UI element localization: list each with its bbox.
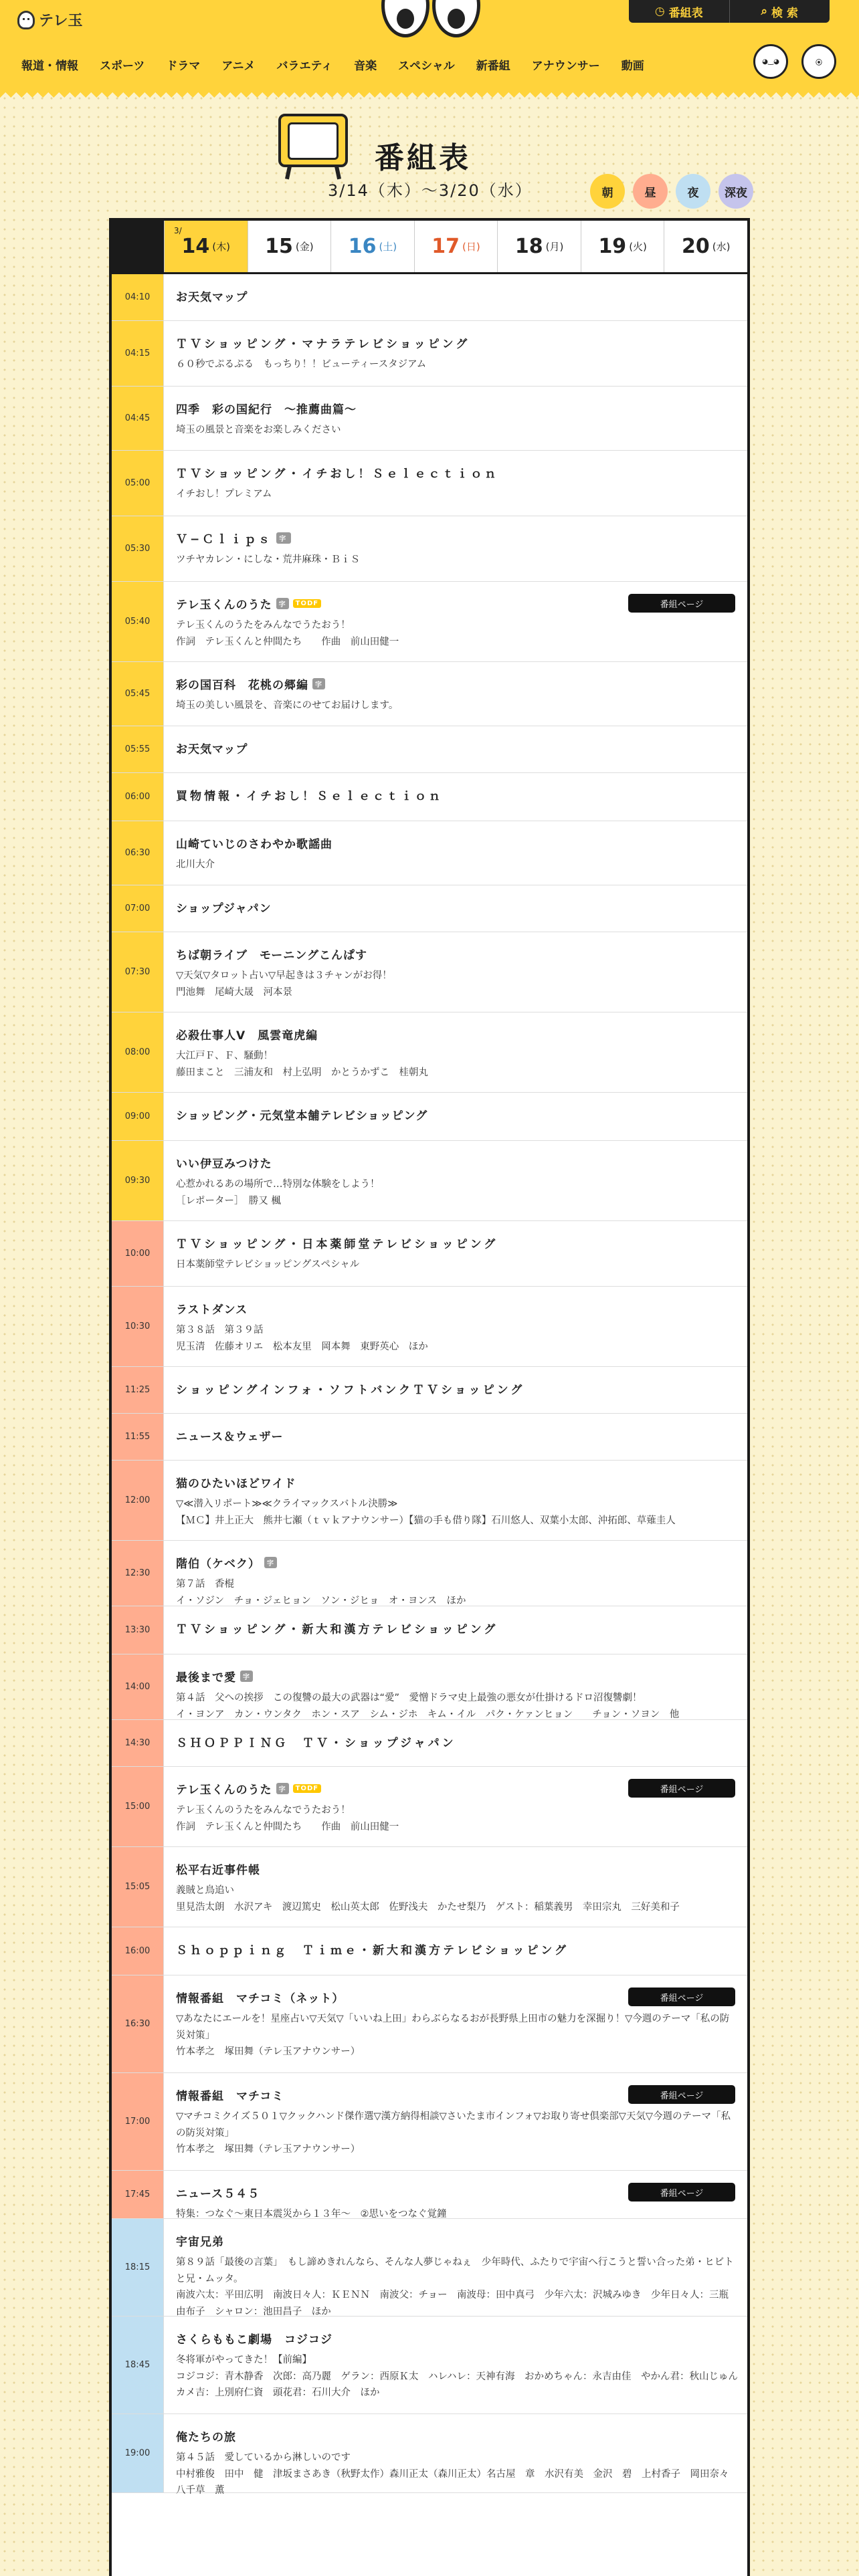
program-body — [164, 1767, 747, 1846]
day-tab-20[interactable] — [664, 221, 747, 272]
program-title[interactable]: お天気マップ — [176, 743, 248, 756]
program-title-row — [176, 1733, 738, 1750]
nav-music[interactable]: 音楽 — [354, 59, 377, 73]
day-tab-17[interactable] — [414, 221, 498, 272]
program-time: 05:00 — [112, 451, 164, 516]
program-time: 09:00 — [112, 1093, 164, 1140]
program-title-row — [176, 2428, 738, 2444]
program-time: 12:30 — [112, 1541, 164, 1606]
program-body — [164, 1975, 747, 2072]
day-month: 3/ — [174, 226, 182, 235]
program-description: ▽あなたにエールを！星座占い▽天気▽「いいね上田」わらぶらなるおが長野県上田市の魅力を深掘り！▽今週のテーマ「私の防災対策」 竹本孝之 塚田舞（テレ玉アナウンサー） — [176, 2014, 730, 2058]
program-description: テレ玉くんのうたをみんなでうたおう！ 作詞 テレ玉くんと仲間たち 作曲 前山田健一 — [176, 620, 399, 647]
program-title[interactable]: ショップジャパン — [176, 902, 272, 916]
program-body — [164, 516, 747, 581]
program-page-button[interactable]: 番組ページ — [628, 2183, 735, 2202]
program-title[interactable]: お天気マップ — [176, 291, 248, 304]
program-body — [164, 1141, 747, 1220]
day-number: 18 — [514, 235, 543, 258]
program-time: 14:00 — [112, 1654, 164, 1719]
program-time: 05:55 — [112, 726, 164, 772]
program-time: 11:55 — [112, 1414, 164, 1460]
day-tab-19[interactable] — [581, 221, 664, 272]
program-title[interactable]: 情報番組 マチコミ（ネット） — [176, 1992, 345, 2006]
program-body — [164, 1287, 747, 1366]
program-row[interactable] — [112, 932, 747, 1012]
day-tabs — [112, 221, 747, 274]
top-utility-bar — [629, 0, 830, 23]
program-title-row — [176, 740, 738, 756]
program-row[interactable] — [112, 387, 747, 451]
program-body — [164, 932, 747, 1012]
program-row[interactable] — [112, 582, 747, 662]
day-dow: (土) — [379, 241, 397, 253]
program-title[interactable]: ＴＶショッピング・日本薬師堂テレビショッピング — [176, 1238, 498, 1251]
program-title-row — [176, 288, 738, 304]
program-title[interactable]: ショッピング・元気堂本舗テレビショッピング — [176, 1109, 428, 1123]
program-row[interactable] — [112, 662, 747, 726]
search-icon: ⌕ — [761, 5, 768, 18]
site-logo[interactable] — [17, 9, 83, 30]
program-description: 義賊と鳥追い 里見浩太朗 水沢アキ 渡辺篤史 松山英太郎 佐野浅夫 かたせ梨乃 ゲスト：稲葉義男 幸田宗丸 三好美和子 — [176, 1885, 680, 1913]
program-body — [164, 885, 747, 932]
program-title-row — [176, 1154, 738, 1171]
program-title-row — [176, 946, 738, 962]
program-description: 第３８話 第３９話 児玉清 佐藤オリエ 松本友里 岡本舞 東野英心 ほか — [176, 1325, 428, 1352]
schedule-table — [109, 218, 750, 2576]
program-title[interactable]: ニュース＆ウェザー — [176, 1430, 284, 1444]
program-title-row — [176, 675, 738, 692]
program-body — [164, 1367, 747, 1413]
nav-variety[interactable]: バラエティ — [276, 59, 333, 73]
day-number: 16 — [348, 235, 377, 258]
program-row[interactable] — [112, 321, 747, 387]
program-description: 冬将軍がやってきた！【前編】 コジコジ：青木静香 次郎：高乃麗 ゲラン：西原Ｋ太 ハレハレ：天神有海 おかめちゃん：永吉由佳 やかん君：秋山じゅん カメ吉：上別府仁資 頭花君：石川大介 ほか — [176, 2355, 738, 2399]
hunter-link-icon[interactable]: ⦿ — [801, 44, 836, 79]
program-body — [164, 2171, 747, 2218]
page-title: 番組表 — [375, 141, 471, 175]
program-time: 04:10 — [112, 274, 164, 320]
program-row[interactable] — [112, 2317, 747, 2414]
day-tab-14[interactable] — [164, 221, 248, 272]
program-time: 17:45 — [112, 2171, 164, 2218]
schedule-button-label: 番組表 — [668, 6, 703, 20]
program-title[interactable]: ＴＶショッピング・マナラテレビショッピング — [176, 338, 470, 351]
program-body — [164, 821, 747, 885]
program-title[interactable]: ニュース５４５ — [176, 2187, 260, 2201]
program-row[interactable] — [112, 1767, 747, 1847]
program-title-row — [176, 2330, 738, 2347]
program-time: 18:45 — [112, 2317, 164, 2413]
program-title[interactable]: いい伊豆みつけた — [176, 1158, 272, 1171]
program-page-button[interactable]: 番組ページ — [628, 594, 735, 613]
program-body — [164, 1541, 747, 1606]
program-title[interactable]: 階伯（ケベク） — [176, 1558, 260, 1571]
program-row[interactable] — [112, 1287, 747, 1367]
program-description: 埼玉の美しい風景を、音楽にのせてお届けします。 — [176, 700, 399, 711]
program-title-row — [176, 1300, 738, 1317]
logo-text: テレ玉 — [39, 13, 83, 29]
program-description: ▽≪潜入リポート≫≪クライマックスバトル決勝≫ 【ＭＣ】井上正大 熊井七瀬（ｔｖｋアナウンサー）【猫の手も借り隊】石川悠人、双葉小太郎、沖拓郎、草薙圭人 — [176, 1499, 676, 1526]
header-zigzag — [0, 87, 859, 98]
program-title-row — [176, 464, 738, 481]
left-eye — [381, 0, 430, 37]
program-title-row — [176, 1235, 738, 1251]
program-time: 09:30 — [112, 1141, 164, 1220]
program-time: 16:00 — [112, 1927, 164, 1975]
program-row[interactable] — [112, 885, 747, 932]
program-body — [164, 1927, 747, 1975]
program-body — [164, 451, 747, 516]
program-description: 北川大介 — [176, 859, 215, 870]
tod-morning-button[interactable]: 朝 — [590, 174, 625, 209]
program-time: 16:30 — [112, 1975, 164, 2072]
program-description: ６０秒でぷるぷる もっちり！！ビューティースタジアム — [176, 359, 427, 370]
program-title[interactable]: ＳＨＯＰＰＩＮＧ ＴＶ・ショップジャパン — [176, 1737, 456, 1750]
program-description: ▽天気▽タロット占い▽早起きは３チャンがお得！ 門池舞 尾崎大晟 河本景 — [176, 970, 392, 998]
nav-new-programs[interactable]: 新番組 — [476, 59, 510, 73]
subtitle-badge: 字 — [276, 598, 289, 609]
program-description: 第４５話 愛しているから淋しいのです 中村雅俊 田中 健 津坂まさあき（秋野太作）森川正太（森川正太）名古屋 章 水沢有美 金沢 碧 上村香子 岡田奈々 八千草 薫 — [176, 2452, 729, 2496]
program-page-button[interactable]: 番組ページ — [628, 2085, 735, 2104]
program-body — [164, 1847, 747, 1927]
day-dow: (火) — [629, 241, 647, 253]
program-body — [164, 662, 747, 726]
mascot-link-icon[interactable]: ◕‿◕ — [753, 44, 788, 79]
program-row[interactable] — [112, 1093, 747, 1141]
program-time: 19:00 — [112, 2414, 164, 2492]
program-row[interactable] — [112, 2073, 747, 2171]
todf-badge: TODF — [293, 599, 321, 608]
program-title[interactable]: 四季 彩の国紀行 〜推薦曲篇〜 — [176, 403, 357, 417]
program-time: 05:40 — [112, 582, 164, 661]
program-time: 18:15 — [112, 2219, 164, 2316]
program-description: ▽マチコミクイズ５０１▽クックハンド傑作選▽漢方納得相談▽さいたま市インフォ▽お取り寄せ倶楽部▽天気▽今週のテーマ「私の防災対策」 竹本孝之 塚田舞（テレ玉アナウンサー） — [176, 2111, 731, 2155]
subtitle-badge: 字 — [312, 678, 325, 689]
day-dow: (日) — [462, 241, 480, 253]
right-eye — [432, 0, 480, 37]
program-row[interactable] — [112, 1367, 747, 1414]
program-body — [164, 726, 747, 772]
program-body — [164, 1414, 747, 1460]
nav-drama[interactable]: ドラマ — [166, 59, 201, 73]
program-title-row — [176, 1554, 738, 1571]
program-description: 日本薬師堂テレビショッピングスペシャル — [176, 1259, 360, 1270]
nav-news[interactable]: 報道・情報 — [21, 59, 78, 73]
program-title-row — [176, 786, 738, 803]
tod-noon-button[interactable]: 昼 — [633, 174, 668, 209]
time-of-day-legend — [590, 174, 753, 209]
program-title-row — [176, 1106, 738, 1123]
program-time: 10:30 — [112, 1287, 164, 1366]
program-title-row — [176, 1668, 738, 1685]
day-dow: (月) — [545, 241, 564, 253]
program-row[interactable] — [112, 451, 747, 516]
program-body — [164, 1461, 747, 1540]
program-time: 07:30 — [112, 932, 164, 1012]
program-title[interactable]: 情報番組 マチコミ — [176, 2090, 284, 2103]
program-row[interactable] — [112, 1975, 747, 2073]
program-title[interactable]: 最後まで愛 — [176, 1671, 236, 1685]
program-row[interactable] — [112, 2171, 747, 2219]
program-body — [164, 321, 747, 386]
program-title-row — [176, 2232, 738, 2249]
program-description: 第８９話「最後の言葉」 もし諦めきれんなら、そんな人夢じゃねぇ 少年時代、ふたりで宇宙へ行こうと誓い合った弟・ヒビトと兄・ムッタ。 南波六太：平田広明 南波日々人：ＫＥＮＮ 南波父：チョー 南波母：田中真弓 少年六太：沢城みゆき 少年日々人：三瓶由布子 シャロン：池田昌子 ほか — [176, 2257, 734, 2317]
program-title[interactable]: ラストダンス — [176, 1303, 248, 1317]
program-body — [164, 1093, 747, 1140]
program-title[interactable]: 猫のひたいほどワイド — [176, 1477, 296, 1491]
program-time: 04:45 — [112, 387, 164, 450]
program-time: 05:45 — [112, 662, 164, 726]
nav-special[interactable]: スペシャル — [398, 59, 455, 73]
program-title-row — [176, 835, 738, 851]
day-dow: (木) — [212, 241, 231, 253]
program-list — [112, 274, 747, 2496]
program-time: 12:00 — [112, 1461, 164, 1540]
program-row[interactable] — [112, 1414, 747, 1461]
program-title[interactable]: 山崎ていじのさわやか歌謡曲 — [176, 838, 332, 851]
program-title-row — [176, 1941, 738, 1957]
tod-late-night-button[interactable]: 深夜 — [719, 174, 753, 209]
program-title-row — [176, 334, 738, 351]
program-row[interactable] — [112, 773, 747, 821]
program-title[interactable]: ちば朝ライブ モーニングこんぱす — [176, 949, 367, 962]
program-time: 15:05 — [112, 1847, 164, 1927]
day-tab-15[interactable] — [248, 221, 331, 272]
nav-anime[interactable]: アニメ — [221, 59, 256, 73]
program-row[interactable] — [112, 821, 747, 885]
program-title-row — [176, 1380, 738, 1397]
program-row[interactable] — [112, 1720, 747, 1767]
program-body — [164, 1720, 747, 1766]
program-row[interactable] — [112, 516, 747, 582]
program-row[interactable] — [112, 2219, 747, 2317]
program-row[interactable] — [112, 726, 747, 773]
program-row[interactable] — [112, 1141, 747, 1221]
program-body — [164, 387, 747, 450]
program-description: 第７話 香棍 イ・ソジン チョ・ジェヒョン ソン・ジヒョ オ・ヨンス ほか — [176, 1579, 466, 1606]
day-number: 17 — [432, 235, 460, 258]
program-row[interactable] — [112, 1221, 747, 1287]
program-row[interactable] — [112, 1461, 747, 1541]
program-time: 11:25 — [112, 1367, 164, 1413]
program-description: 特集：つなぐ〜東日本震災から１３年〜 ②思いをつなぐ覚鐘 — [176, 2209, 447, 2220]
program-title-row — [176, 1860, 738, 1877]
program-title-row — [176, 1620, 738, 1636]
program-description: イチおし！プレミアム — [176, 489, 272, 500]
program-time: 07:00 — [112, 885, 164, 932]
program-description: テレ玉くんのうたをみんなでうたおう！ 作詞 テレ玉くんと仲間たち 作曲 前山田健一 — [176, 1805, 399, 1832]
day-corner — [112, 221, 164, 272]
program-title[interactable]: さくらももこ劇場 コジコジ — [176, 2333, 332, 2347]
day-dow: (水) — [712, 241, 731, 253]
program-title[interactable]: テレ玉くんのうた — [176, 1784, 272, 1797]
nav-videos[interactable]: 動画 — [621, 59, 644, 73]
program-time: 15:00 — [112, 1767, 164, 1846]
program-title[interactable]: 松平右近事件帳 — [176, 1864, 260, 1877]
search-button-label: 検 索 — [771, 6, 798, 20]
program-title-row — [176, 1474, 738, 1491]
program-title[interactable]: Ｖ−Ｃｌｉｐｓ — [176, 533, 273, 546]
program-body — [164, 274, 747, 320]
program-row[interactable] — [112, 1654, 747, 1720]
tamakun-logo-icon — [17, 11, 35, 29]
program-title[interactable]: ＴＶショッピング・イチおし！Ｓｅｌｅｃｔｉｏｎ — [176, 467, 499, 481]
program-body — [164, 1654, 747, 1719]
subtitle-badge: 字 — [240, 1671, 253, 1682]
day-number: 14 — [181, 235, 210, 258]
program-title[interactable]: 必殺仕事人Ⅴ 風雲竜虎編 — [176, 1029, 318, 1043]
program-body — [164, 2219, 747, 2316]
todf-badge: TODF — [293, 1784, 321, 1793]
subtitle-badge: 字 — [276, 1783, 289, 1794]
program-time: 04:15 — [112, 321, 164, 386]
program-body — [164, 582, 747, 661]
program-title-row — [176, 899, 738, 916]
program-title[interactable]: テレ玉くんのうた — [176, 599, 272, 612]
program-title-row — [176, 1026, 738, 1043]
program-title-row — [176, 1427, 738, 1444]
day-dow: (金) — [295, 241, 314, 253]
program-title[interactable]: 彩の国百科 花桃の郷編 — [176, 679, 308, 692]
schedule-button[interactable] — [629, 0, 729, 23]
program-row[interactable] — [112, 274, 747, 321]
day-number: 19 — [598, 235, 627, 258]
program-body — [164, 2317, 747, 2413]
program-page-button[interactable]: 番組ページ — [628, 1988, 735, 2006]
mascot-eyes — [381, 0, 480, 40]
program-time: 06:00 — [112, 773, 164, 821]
program-row[interactable] — [112, 1541, 747, 1606]
program-body — [164, 1221, 747, 1286]
search-button[interactable] — [729, 0, 830, 23]
program-description: 大江戸Ｆ、Ｆ、騒動！ 藤田まこと 三浦友和 村上弘明 かとうかずこ 桂朝丸 — [176, 1051, 428, 1078]
program-description: 心惹かれるあの場所で…特別な体験をしよう！ ［レポーター］ 勝又 楓 — [176, 1179, 380, 1206]
day-number: 15 — [265, 235, 293, 258]
program-title-row — [176, 530, 738, 546]
day-tab-18[interactable] — [497, 221, 581, 272]
nav-sports[interactable]: スポーツ — [100, 59, 145, 73]
program-time: 05:30 — [112, 516, 164, 581]
program-description: 埼玉の風景と音楽をお楽しみください — [176, 425, 341, 435]
program-title[interactable]: 俺たちの旅 — [176, 2431, 236, 2444]
program-body — [164, 2073, 747, 2170]
program-row[interactable] — [112, 2414, 747, 2496]
tv-mascot-icon — [274, 114, 355, 181]
program-time: 17:00 — [112, 2073, 164, 2170]
program-time: 06:30 — [112, 821, 164, 885]
main-nav — [13, 47, 655, 82]
program-title[interactable]: 買物情報・イチおし！Ｓｅｌｅｃｔｉｏｎ — [176, 790, 443, 803]
program-description: ツチヤカレン・にしな・荒井麻珠・ＢｉＳ — [176, 554, 361, 565]
day-number: 20 — [682, 235, 710, 258]
program-time: 14:30 — [112, 1720, 164, 1766]
program-page-button[interactable]: 番組ページ — [628, 1779, 735, 1798]
day-tab-16[interactable] — [330, 221, 414, 272]
program-row[interactable] — [112, 1012, 747, 1093]
site-header — [0, 0, 859, 88]
program-body — [164, 1606, 747, 1654]
program-row[interactable] — [112, 1847, 747, 1927]
program-title-row — [176, 400, 738, 417]
program-row[interactable] — [112, 1927, 747, 1975]
subtitle-badge: 字 — [276, 532, 291, 544]
program-description: 第４話 父への挨拶 この復讐の最大の武器は“愛” 愛憎ドラマ史上最強の悪女が仕掛けるドロ沼復讐劇！ イ・ヨンア カン・ウンタク ホン・スア シム・ジホ キム・イル パク・ケァンヒョン チョン・ソヨン 他 — [176, 1693, 680, 1720]
program-body — [164, 773, 747, 821]
program-title[interactable]: 宇宙兄弟 — [176, 2236, 224, 2249]
program-title[interactable]: Ｓｈｏｐｐｉｎｇ Ｔｉｍｅ・新大和漢方テレビショッピング — [176, 1944, 569, 1957]
program-title[interactable]: ＴＶショッピング・新大和漢方テレビショッピング — [176, 1623, 498, 1636]
clock-icon: ◷ — [654, 5, 665, 18]
program-time: 13:30 — [112, 1606, 164, 1654]
date-range: 3/14（木）〜3/20（水） — [328, 181, 533, 200]
nav-announcers[interactable]: アナウンサー — [531, 59, 600, 73]
program-title[interactable]: ショッピングインフォ・ソフトバンクＴＶショッピング — [176, 1384, 525, 1397]
program-time: 10:00 — [112, 1221, 164, 1286]
program-body — [164, 2414, 747, 2496]
program-time: 08:00 — [112, 1012, 164, 1092]
tod-night-button[interactable]: 夜 — [676, 174, 710, 209]
program-body — [164, 1012, 747, 1092]
subtitle-badge: 字 — [264, 1557, 277, 1568]
program-row[interactable] — [112, 1606, 747, 1654]
